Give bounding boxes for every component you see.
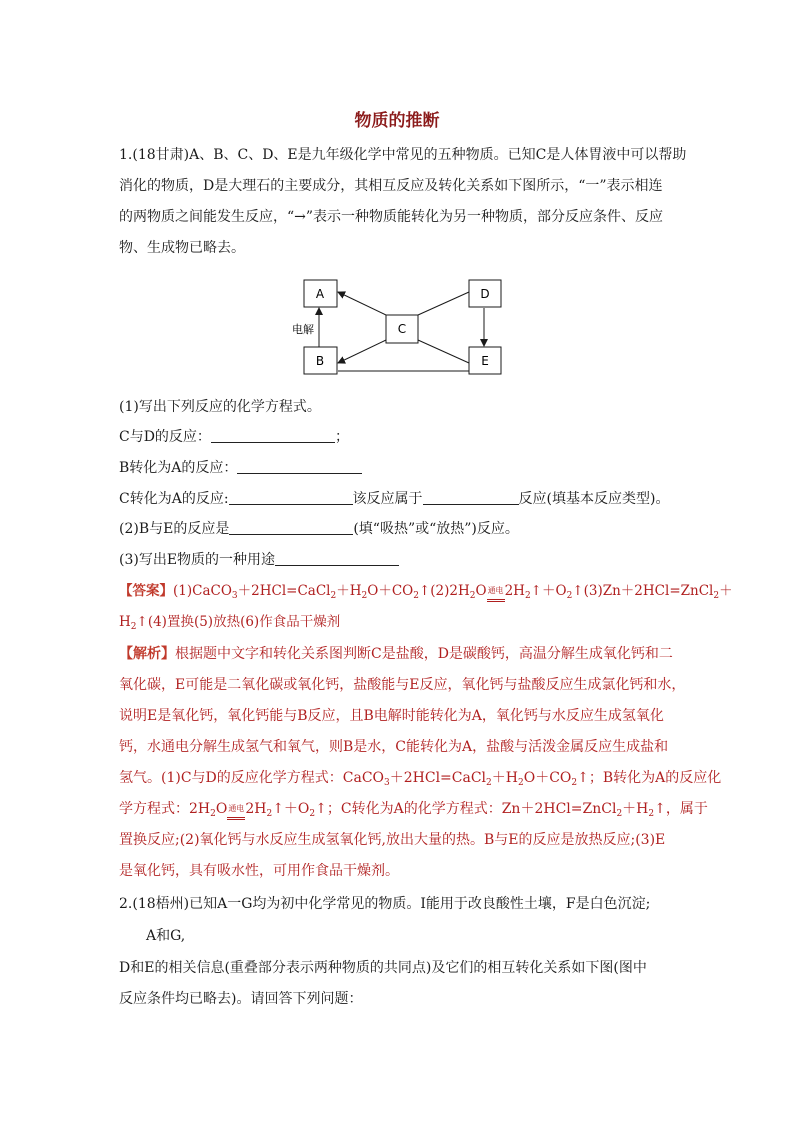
q1-use-label: (3)写出E物质的一种用途 xyxy=(119,552,276,568)
q1-ca-label: C转化为A的反应: xyxy=(119,491,229,507)
q1-cd-label: C与D的反应： xyxy=(119,429,211,445)
analysis-label: 【解析】 xyxy=(119,646,175,662)
q1-be-label: (2)B与E的反应是 xyxy=(119,521,230,537)
analysis-line-7: 置换反应;(2)氧化钙与水反应生成氢氧化钙,放出大量的热。B与E的反应是放热反应;(3)E xyxy=(119,832,666,848)
node-e-label: E xyxy=(481,354,489,368)
condition-electrolysis: 通电 xyxy=(487,582,505,600)
analysis-line-6: 学方程式：$2H_2O$通电$2H_2↑+O_2↑$；C转化为A的化学方程式：$Zn+2HCl=ZnCl_2+H_2↑$，属于 xyxy=(119,801,708,819)
q1-ba-reaction xyxy=(119,459,362,477)
q2-line-3: D和E的相关信息(重叠部分表示两种物质的共同点)及它们的相互转化关系如下图(图中 xyxy=(119,960,647,976)
node-d-label: D xyxy=(480,287,490,301)
q1-cd-end: ； xyxy=(334,429,349,445)
edge-c-b xyxy=(338,340,386,363)
q1-cd-reaction xyxy=(119,428,349,446)
condition-electrolysis-2: 通电 xyxy=(227,800,245,818)
q1-part-2 xyxy=(119,520,519,538)
analysis-line-8: 是氧化钙，具有吸水性，可用作食品干燥剂。 xyxy=(119,863,399,879)
q1-part-1: (1)写出下列反应的化学方程式。 xyxy=(119,399,321,415)
edge-b-a-label: 电解 xyxy=(292,323,314,336)
q1-ca-reaction xyxy=(119,490,669,508)
q2-line-4: 反应条件均已略去)。请回答下列问题： xyxy=(119,991,363,1007)
analysis-line-3: 说明E是氧化钙，氧化钙能与B反应，且B电解时能转化为A，氧化钙与水反应生成氢氧化 xyxy=(119,708,664,724)
q1-ca-type-label: 该反应属于 xyxy=(352,491,423,507)
q1-line-4: 物、生成物已略去。 xyxy=(119,240,245,256)
q2-line-1: 2.(18梧州)已知A一G均为初中化学常见的物质。I能用于改良酸性土壤，F是白色沉淀; xyxy=(119,896,651,912)
q1-line-2: 消化的物质，D是大理石的主要成分，其相互反应及转化关系如下图所示，“一”表示相连 xyxy=(119,178,663,194)
analysis-line-4: 钙，水通电分解生成氢气和氧气，则B是水，C能转化为A，盐酸与活泼金属反应生成盐和 xyxy=(119,739,669,755)
analysis-line-2: 氧化碳，E可能是二氧化碳或氧化钙，盐酸能与E反应，氧化钙与盐酸反应生成氯化钙和水， xyxy=(119,677,686,693)
q2-line-2: A和G, xyxy=(146,928,186,944)
answer-blank-cd[interactable] xyxy=(211,428,335,443)
answer-blank-ca[interactable] xyxy=(229,490,353,505)
q1-part-3 xyxy=(119,551,399,569)
answer-blank-reaction-type[interactable] xyxy=(423,490,519,505)
answer-line-1: 【答案】$(1)CaCO_3+2HCl=CaCl_2+H_2O+CO_2↑(2)2H_2O$通电$2H_2↑+O_2↑(3)Zn+2HCl=ZnCl_2+$ xyxy=(119,583,733,601)
q1-line-1: 1.(18甘肃)A、B、C、D、E是九年级化学中常见的五种物质。已知C是人体胃液中可以帮助 xyxy=(119,147,687,163)
analysis-line-5: 氢气。(1)C与D的反应化学方程式：$CaCO_3+2HCl=CaCl_2+H_2O+CO_2↑$；B转化为A的反应化 xyxy=(119,770,722,788)
answer-line-2: $H_2↑(4)$置换(5)放热(6)作食品干燥剂 xyxy=(119,614,341,632)
node-b-label: B xyxy=(315,354,325,368)
page-title: 物质的推断 xyxy=(354,111,440,131)
edge-c-d xyxy=(418,292,469,315)
q1-ca-type-hint: 反应(填基本反应类型)。 xyxy=(518,491,670,507)
q1-be-hint: (填“吸热”或“放热”)反应。 xyxy=(353,521,519,537)
edge-c-e xyxy=(418,340,469,363)
q1-line-3: 的两物质之间能发生反应，“→”表示一种物质能转化为另一种物质，部分反应条件、反应 xyxy=(119,209,664,225)
answer-blank-ba[interactable] xyxy=(237,459,362,474)
q1-ba-label: B转化为A的反应： xyxy=(119,460,238,476)
node-c-label: C xyxy=(397,322,407,336)
node-a-label: A xyxy=(315,287,325,301)
answer-label: 【答案】 xyxy=(119,583,173,599)
edge-c-a xyxy=(338,292,386,315)
analysis-line-1: 【解析】根据题中文字和转化关系图判断C是盐酸，D是碳酸钙，高温分解生成氧化钙和二 xyxy=(119,646,673,662)
answer-blank-use[interactable] xyxy=(275,551,399,566)
reaction-diagram xyxy=(280,270,520,380)
answer-blank-heat[interactable] xyxy=(229,520,353,535)
